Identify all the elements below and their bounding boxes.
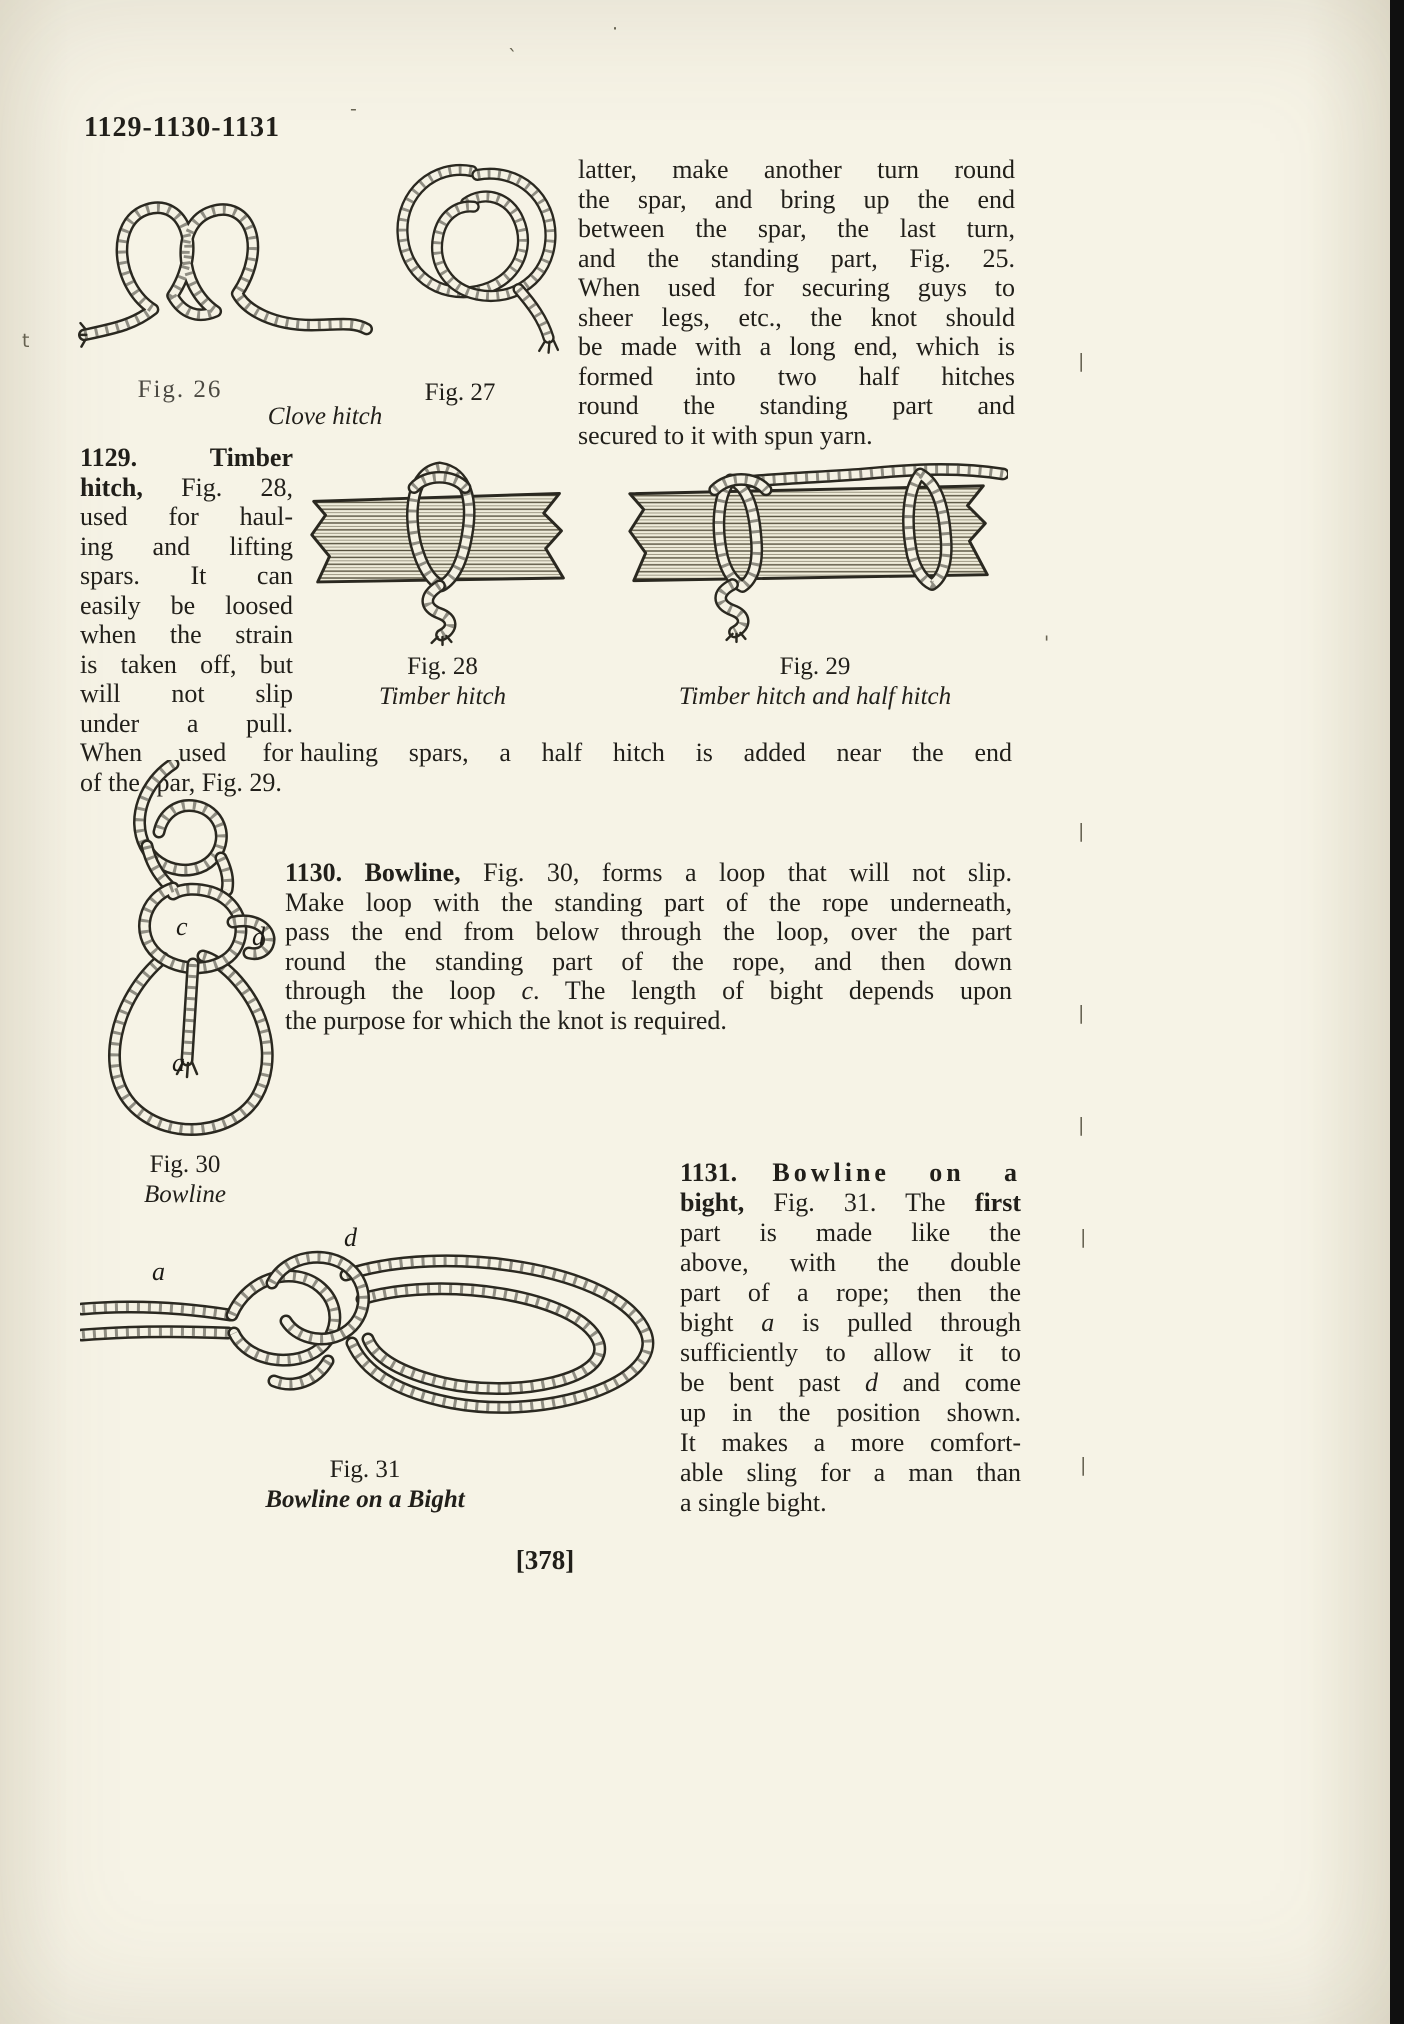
text-line: used for haul- — [80, 502, 293, 531]
text-line: part of a rope; then the — [680, 1278, 1021, 1307]
text-line: when the strain — [80, 620, 293, 649]
intro-paragraph — [578, 155, 1015, 450]
scan-artifact: | — [1080, 1226, 1087, 1248]
fig30-illustration — [75, 760, 295, 1150]
fig28-caption-number: Fig. 28 — [407, 653, 478, 680]
text-line: secured to it with spun yarn. — [578, 420, 873, 450]
fig31-label-d: d — [344, 1223, 357, 1252]
fig30-label-c: c — [176, 912, 188, 941]
text-line: the spar, and bring up the end — [578, 184, 1015, 214]
scan-artifact: t — [22, 330, 30, 352]
text-line: 1131. Bowline on a — [680, 1158, 1021, 1187]
text-line: 1130. Bowline, Fig. 30, forms a loop that will not slip. — [285, 858, 1012, 887]
text-line: the purpose for which the knot is required. — [285, 1005, 727, 1035]
text-line: ing and lifting — [80, 531, 293, 561]
text-line: round the standing part of the rope, and then down — [285, 946, 1012, 976]
fig31-illustration — [80, 1225, 670, 1453]
text-line: latter, make another turn round — [578, 155, 1015, 184]
text-line: between the spar, the last turn, — [578, 214, 1015, 243]
scan-artifact: ' — [1044, 632, 1050, 654]
fig26-illustration — [78, 182, 373, 378]
text-line: will not slip — [80, 679, 293, 708]
text-line: through the loop c. The length of bight depends upon — [285, 976, 1012, 1005]
scan-artifact: - — [350, 98, 357, 120]
text-line: above, with the double — [680, 1248, 1021, 1277]
text-line: It makes a more comfort- — [680, 1428, 1021, 1457]
clove-hitch-drawing — [380, 158, 572, 378]
fig28-caption-title: Timber hitch — [378, 683, 507, 710]
scan-artifact: | — [1078, 1114, 1085, 1136]
fig31-label-a: a — [152, 1257, 165, 1286]
text-line: When used for — [80, 738, 293, 767]
fig27-illustration — [380, 158, 572, 378]
text-line: is taken off, but — [80, 649, 293, 679]
text-line: be bent past d and come — [680, 1368, 1021, 1397]
text-line: bight a is pulled through — [680, 1308, 1021, 1337]
fig29-illustration — [618, 452, 1008, 650]
section-1129-side-column — [80, 443, 293, 768]
fig26-caption: Fig. 26 — [137, 376, 223, 403]
text-line: part is made like the — [680, 1218, 1021, 1247]
fig29-caption-number: Fig. 29 — [779, 653, 851, 680]
fig30-label-a: a — [172, 1048, 185, 1077]
section-1130-paragraph — [285, 858, 1012, 1035]
clove-hitch-caption: Clove hitch — [267, 403, 383, 430]
text-line: spars. It can — [80, 561, 293, 590]
bowline-on-a-bight-drawing — [80, 1225, 670, 1453]
fig31-caption-number: Fig. 31 — [329, 1456, 401, 1483]
page-number: [378] — [515, 1545, 575, 1575]
text-line: hitch, Fig. 28, — [80, 472, 293, 502]
text-line: sheer legs, etc., the knot should — [578, 302, 1015, 332]
fig30-label-d: d — [252, 922, 265, 951]
scan-artifact: | — [1078, 350, 1085, 372]
timber-hitch-drawing — [300, 452, 585, 649]
text-line: When used for securing guys to — [578, 273, 1015, 302]
text-line: up in the position shown. — [680, 1398, 1021, 1427]
page-header-numbers: 1129-1130-1131 — [84, 112, 281, 143]
scan-artifact: | — [1078, 820, 1085, 842]
text-line: round the standing part and — [578, 391, 1015, 420]
fig30-caption-number: Fig. 30 — [149, 1151, 221, 1178]
section-1129-last-line: of the spar, Fig. 29. — [80, 768, 282, 797]
text-line: be made with a long end, which is — [578, 332, 1015, 361]
text-line: 1129. Timber — [80, 443, 293, 472]
scan-artifact: | — [1078, 1002, 1085, 1024]
fig28-illustration — [300, 452, 585, 649]
bowline-drawing — [75, 760, 295, 1150]
section-1129-continuation-line: hauling spars, a half hitch is added near the end — [300, 738, 1012, 767]
text-line: pass the end from below through the loop, over the part — [285, 917, 1012, 946]
scan-artifact: | — [1080, 1454, 1087, 1476]
fig29-caption-title: Timber hitch and half hitch — [678, 683, 952, 710]
timber-hitch-half-hitch-drawing — [618, 452, 1008, 650]
scan-artifact: · — [612, 18, 619, 40]
section-1131-paragraph — [680, 1158, 1021, 1518]
text-line: formed into two half hitches — [578, 361, 1015, 391]
clove-hitch-open-drawing — [78, 182, 373, 378]
text-line: sufficiently to allow it to — [680, 1338, 1021, 1367]
text-line: under a pull. — [80, 708, 293, 738]
fig31-caption-title: Bowline on a Bight — [265, 1486, 465, 1513]
text-line: a single bight. — [680, 1488, 827, 1517]
scan-artifact: ` — [508, 46, 518, 68]
text-line: bight, Fig. 31. The first — [680, 1188, 1021, 1217]
fig27-caption: Fig. 27 — [424, 379, 496, 406]
text-line: able sling for a man than — [680, 1458, 1021, 1487]
text-line: easily be loosed — [80, 590, 293, 620]
text-line: Make loop with the standing part of the rope underneath, — [285, 887, 1012, 917]
text-line: and the standing part, Fig. 25. — [578, 243, 1015, 273]
scan-edge-bar — [1390, 0, 1404, 2024]
fig30-caption-title: Bowline — [144, 1181, 226, 1208]
